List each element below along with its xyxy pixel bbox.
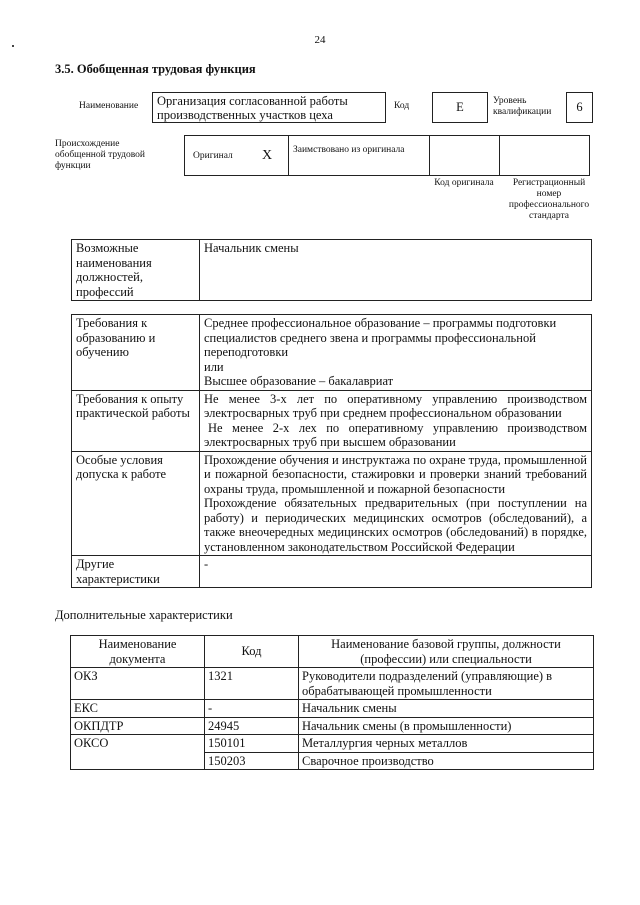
other-label: Другие характеристики xyxy=(72,556,200,588)
other-row xyxy=(72,556,592,588)
code-value-box xyxy=(432,92,488,123)
special-line: Прохождение обязательных предварительных (при поступлении на работу) и периодических медицинских осмотров (обследований), а также внеочередных медицинских осмотров (обследований) в порядке, установленном законодательством Российской Федерации xyxy=(204,496,587,554)
row-name: Начальник смены (в промышленности) xyxy=(299,717,594,735)
other-value: - xyxy=(200,556,592,588)
row-code: 150203 xyxy=(205,752,299,770)
special-row xyxy=(72,451,592,556)
special-value xyxy=(200,451,592,556)
positions-table xyxy=(71,239,592,301)
education-line: Среднее профессиональное образование – программы подготовки специалистов среднего звена и программы профессиональной переподготовки xyxy=(204,316,557,359)
education-value xyxy=(200,315,592,391)
borrowed-label: Заимствовано из оригинала xyxy=(293,145,405,155)
row-doc: ЕКС xyxy=(71,700,205,718)
code-label: Код xyxy=(394,101,410,111)
level-value-box xyxy=(566,92,593,123)
code-original-caption: Код оригинала xyxy=(434,178,494,188)
level-label: Уровень квалификации xyxy=(493,96,552,117)
origin-label: Происхождение обобщенной трудовой функции xyxy=(55,139,145,171)
section-title: 3.5. Обобщенная трудовая функция xyxy=(55,62,256,76)
row-name: Руководители подразделений (управляющие) в обрабатывающей промышленности xyxy=(299,668,594,700)
experience-row xyxy=(72,390,592,451)
additional-title: Дополнительные характеристики xyxy=(55,608,233,622)
reg-number-caption: Регистрационный номер профессионального стандарта xyxy=(508,178,590,221)
experience-line: Не менее 3-х лет по оперативному управлению производством электросварных труб при среднем профессиональном образовании xyxy=(204,391,587,420)
row-name: Металлургия черных металлов xyxy=(299,735,594,753)
row-name: Начальник смены xyxy=(299,700,594,718)
positions-row xyxy=(72,240,592,301)
positions-value: Начальник смены xyxy=(200,240,592,301)
row-code: - xyxy=(205,700,299,718)
function-name-box xyxy=(152,92,386,123)
row-code: 24945 xyxy=(205,717,299,735)
table-row xyxy=(71,717,594,735)
education-line: Высшее образование – бакалавриат xyxy=(204,374,394,388)
header-code: Код xyxy=(205,636,299,668)
education-label: Требования к образованию и обучению xyxy=(72,315,200,391)
experience-line: Не менее 2-х лех по оперативному управлению производством электросварных труб при высшем образовании xyxy=(204,420,587,449)
original-mark: X xyxy=(262,148,273,163)
level-value: 6 xyxy=(576,100,583,114)
special-line: Прохождение обучения и инструктажа по охране труда, промышленной и пожарной безопасности, стажировки и проверки знаний требований охраны труда, промышленной и пожарной безопасности xyxy=(204,452,587,496)
positions-label: Возможные наименования должностей, профессий xyxy=(72,240,200,301)
experience-label: Требования к опыту практической работы xyxy=(72,390,200,451)
table-row xyxy=(71,668,594,700)
table-row xyxy=(71,735,594,753)
row-doc: ОКЗ xyxy=(71,668,205,700)
table-row xyxy=(71,700,594,718)
row-doc: ОКСО xyxy=(71,735,205,770)
requirements-table xyxy=(71,314,592,588)
additional-header-row xyxy=(71,636,594,668)
experience-value xyxy=(200,390,592,451)
origin-divider-3 xyxy=(499,135,500,176)
page-number: 24 xyxy=(314,34,326,46)
row-doc: ОКПДТР xyxy=(71,717,205,735)
row-code: 150101 xyxy=(205,735,299,753)
function-name-value: Организация согласованной работы производственных участков цеха xyxy=(157,94,348,122)
header-doc: Наименование документа xyxy=(71,636,205,668)
education-row xyxy=(72,315,592,391)
name-label: Наименование xyxy=(79,101,139,111)
code-value: E xyxy=(456,100,464,114)
row-code: 1321 xyxy=(205,668,299,700)
header-name: Наименование базовой группы, должности (профессии) или специальности xyxy=(299,636,594,668)
additional-table xyxy=(70,635,594,770)
education-line: или xyxy=(204,359,224,374)
special-label: Особые условия допуска к работе xyxy=(72,451,200,556)
origin-divider-1 xyxy=(288,135,289,176)
origin-divider-2 xyxy=(429,135,430,176)
row-name: Сварочное производство xyxy=(299,752,594,770)
original-label: Оригинал xyxy=(193,151,233,161)
